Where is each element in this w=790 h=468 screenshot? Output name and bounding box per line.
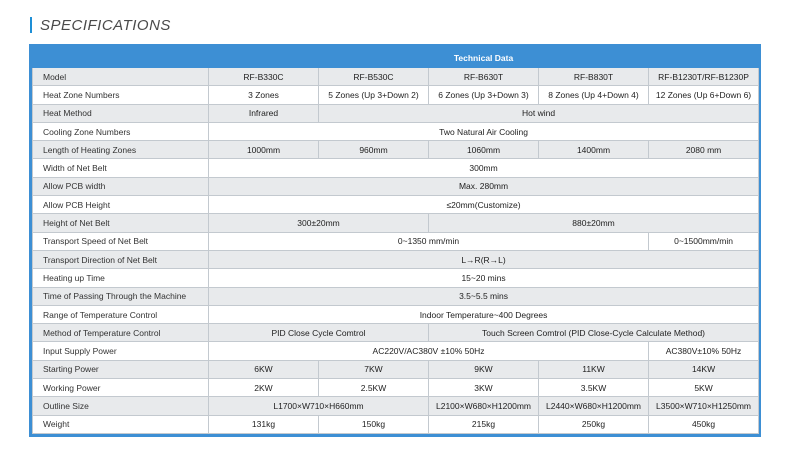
cell: 2KW bbox=[209, 379, 319, 397]
table-row-input-supply-power bbox=[33, 342, 759, 360]
row-label: Height of Net Belt bbox=[33, 214, 209, 232]
spec-table bbox=[32, 47, 759, 434]
cell: 15~20 mins bbox=[209, 269, 759, 287]
table-row-time-passing bbox=[33, 287, 759, 305]
row-label: Input Supply Power bbox=[33, 342, 209, 360]
section-heading bbox=[30, 14, 171, 36]
cell: 450kg bbox=[649, 415, 759, 433]
cell: L→R(R→L) bbox=[209, 250, 759, 268]
cell: L1700×W710×H660mm bbox=[209, 397, 429, 415]
row-label: Allow PCB Height bbox=[33, 196, 209, 214]
cell: RF-B830T bbox=[539, 68, 649, 86]
cell: Indoor Temperature~400 Degrees bbox=[209, 305, 759, 323]
page-title: SPECIFICATIONS bbox=[40, 16, 171, 34]
cell: Hot wind bbox=[319, 104, 759, 122]
cell: PID Close Cycle Comtrol bbox=[209, 324, 429, 342]
heading-accent-bar bbox=[30, 17, 32, 33]
cell: 5 Zones (Up 3+Down 2) bbox=[319, 86, 429, 104]
cell: 6 Zones (Up 3+Down 3) bbox=[429, 86, 539, 104]
row-label: Transport Direction of Net Belt bbox=[33, 250, 209, 268]
cell: RF-B530C bbox=[319, 68, 429, 86]
table-row-allow-pcb-width bbox=[33, 177, 759, 195]
cell: AC380V±10% 50Hz bbox=[649, 342, 759, 360]
cell: 131kg bbox=[209, 415, 319, 433]
row-label: Length of Heating Zones bbox=[33, 141, 209, 159]
cell: Infrared bbox=[209, 104, 319, 122]
cell: L2100×W680×H1200mm bbox=[429, 397, 539, 415]
cell: 1400mm bbox=[539, 141, 649, 159]
cell: 1060mm bbox=[429, 141, 539, 159]
table-row-allow-pcb-height bbox=[33, 196, 759, 214]
row-label: Heat Method bbox=[33, 104, 209, 122]
row-label: Outline Size bbox=[33, 397, 209, 415]
cell: 12 Zones (Up 6+Down 6) bbox=[649, 86, 759, 104]
table-row-heat-zone-numbers bbox=[33, 86, 759, 104]
table-row-transport-direction bbox=[33, 250, 759, 268]
table-row-cooling-zone-numbers bbox=[33, 122, 759, 140]
cell: 960mm bbox=[319, 141, 429, 159]
row-label: Method of Temperature Control bbox=[33, 324, 209, 342]
cell: 3.5~5.5 mins bbox=[209, 287, 759, 305]
cell: 250kg bbox=[539, 415, 649, 433]
cell: 0~1500mm/min bbox=[649, 232, 759, 250]
cell: Max. 280mm bbox=[209, 177, 759, 195]
header-spacer bbox=[33, 48, 209, 68]
row-label: Weight bbox=[33, 415, 209, 433]
table-title: Technical Data bbox=[209, 48, 759, 68]
cell: AC220V/AC380V ±10% 50Hz bbox=[209, 342, 649, 360]
cell: 9KW bbox=[429, 360, 539, 378]
table-header-row bbox=[33, 48, 759, 68]
table-row-weight bbox=[33, 415, 759, 433]
row-label: Heating up Time bbox=[33, 269, 209, 287]
cell: 7KW bbox=[319, 360, 429, 378]
cell: 300±20mm bbox=[209, 214, 429, 232]
row-label: Heat Zone Numbers bbox=[33, 86, 209, 104]
cell: 2080 mm bbox=[649, 141, 759, 159]
row-label: Working Power bbox=[33, 379, 209, 397]
cell: 150kg bbox=[319, 415, 429, 433]
row-label: Model bbox=[33, 68, 209, 86]
cell: 215kg bbox=[429, 415, 539, 433]
cell: 3KW bbox=[429, 379, 539, 397]
row-label: Width of Net Belt bbox=[33, 159, 209, 177]
table-row-model bbox=[33, 68, 759, 86]
cell: 1000mm bbox=[209, 141, 319, 159]
table-row-method-temp-control bbox=[33, 324, 759, 342]
table-row-transport-speed bbox=[33, 232, 759, 250]
cell: Touch Screen Comtrol (PID Close-Cycle Calculate Method) bbox=[429, 324, 759, 342]
cell: 8 Zones (Up 4+Down 4) bbox=[539, 86, 649, 104]
table-row-height-net-belt bbox=[33, 214, 759, 232]
row-label: Allow PCB width bbox=[33, 177, 209, 195]
row-label: Transport Speed of Net Belt bbox=[33, 232, 209, 250]
cell: 3 Zones bbox=[209, 86, 319, 104]
table-row-heat-method bbox=[33, 104, 759, 122]
cell: Two Natural Air Cooling bbox=[209, 122, 759, 140]
cell: 880±20mm bbox=[429, 214, 759, 232]
cell: RF-B630T bbox=[429, 68, 539, 86]
table-row-outline-size bbox=[33, 397, 759, 415]
cell: RF-B1230T/RF-B1230P bbox=[649, 68, 759, 86]
spec-table-frame bbox=[29, 44, 761, 437]
cell: L2440×W680×H1200mm bbox=[539, 397, 649, 415]
row-label: Range of Temperature Control bbox=[33, 305, 209, 323]
cell: 11KW bbox=[539, 360, 649, 378]
table-row-width-net-belt bbox=[33, 159, 759, 177]
cell: 14KW bbox=[649, 360, 759, 378]
table-row-range-temp-control bbox=[33, 305, 759, 323]
cell: RF-B330C bbox=[209, 68, 319, 86]
cell: 300mm bbox=[209, 159, 759, 177]
row-label: Starting Power bbox=[33, 360, 209, 378]
cell: L3500×W710×H1250mm bbox=[649, 397, 759, 415]
cell: 3.5KW bbox=[539, 379, 649, 397]
row-label: Time of Passing Through the Machine bbox=[33, 287, 209, 305]
cell: 0~1350 mm/min bbox=[209, 232, 649, 250]
table-row-working-power bbox=[33, 379, 759, 397]
cell: ≤20mm(Customize) bbox=[209, 196, 759, 214]
row-label: Cooling Zone Numbers bbox=[33, 122, 209, 140]
cell: 6KW bbox=[209, 360, 319, 378]
table-row-starting-power bbox=[33, 360, 759, 378]
table-row-length-heating-zones bbox=[33, 141, 759, 159]
cell: 2.5KW bbox=[319, 379, 429, 397]
table-row-heating-up-time bbox=[33, 269, 759, 287]
cell: 5KW bbox=[649, 379, 759, 397]
